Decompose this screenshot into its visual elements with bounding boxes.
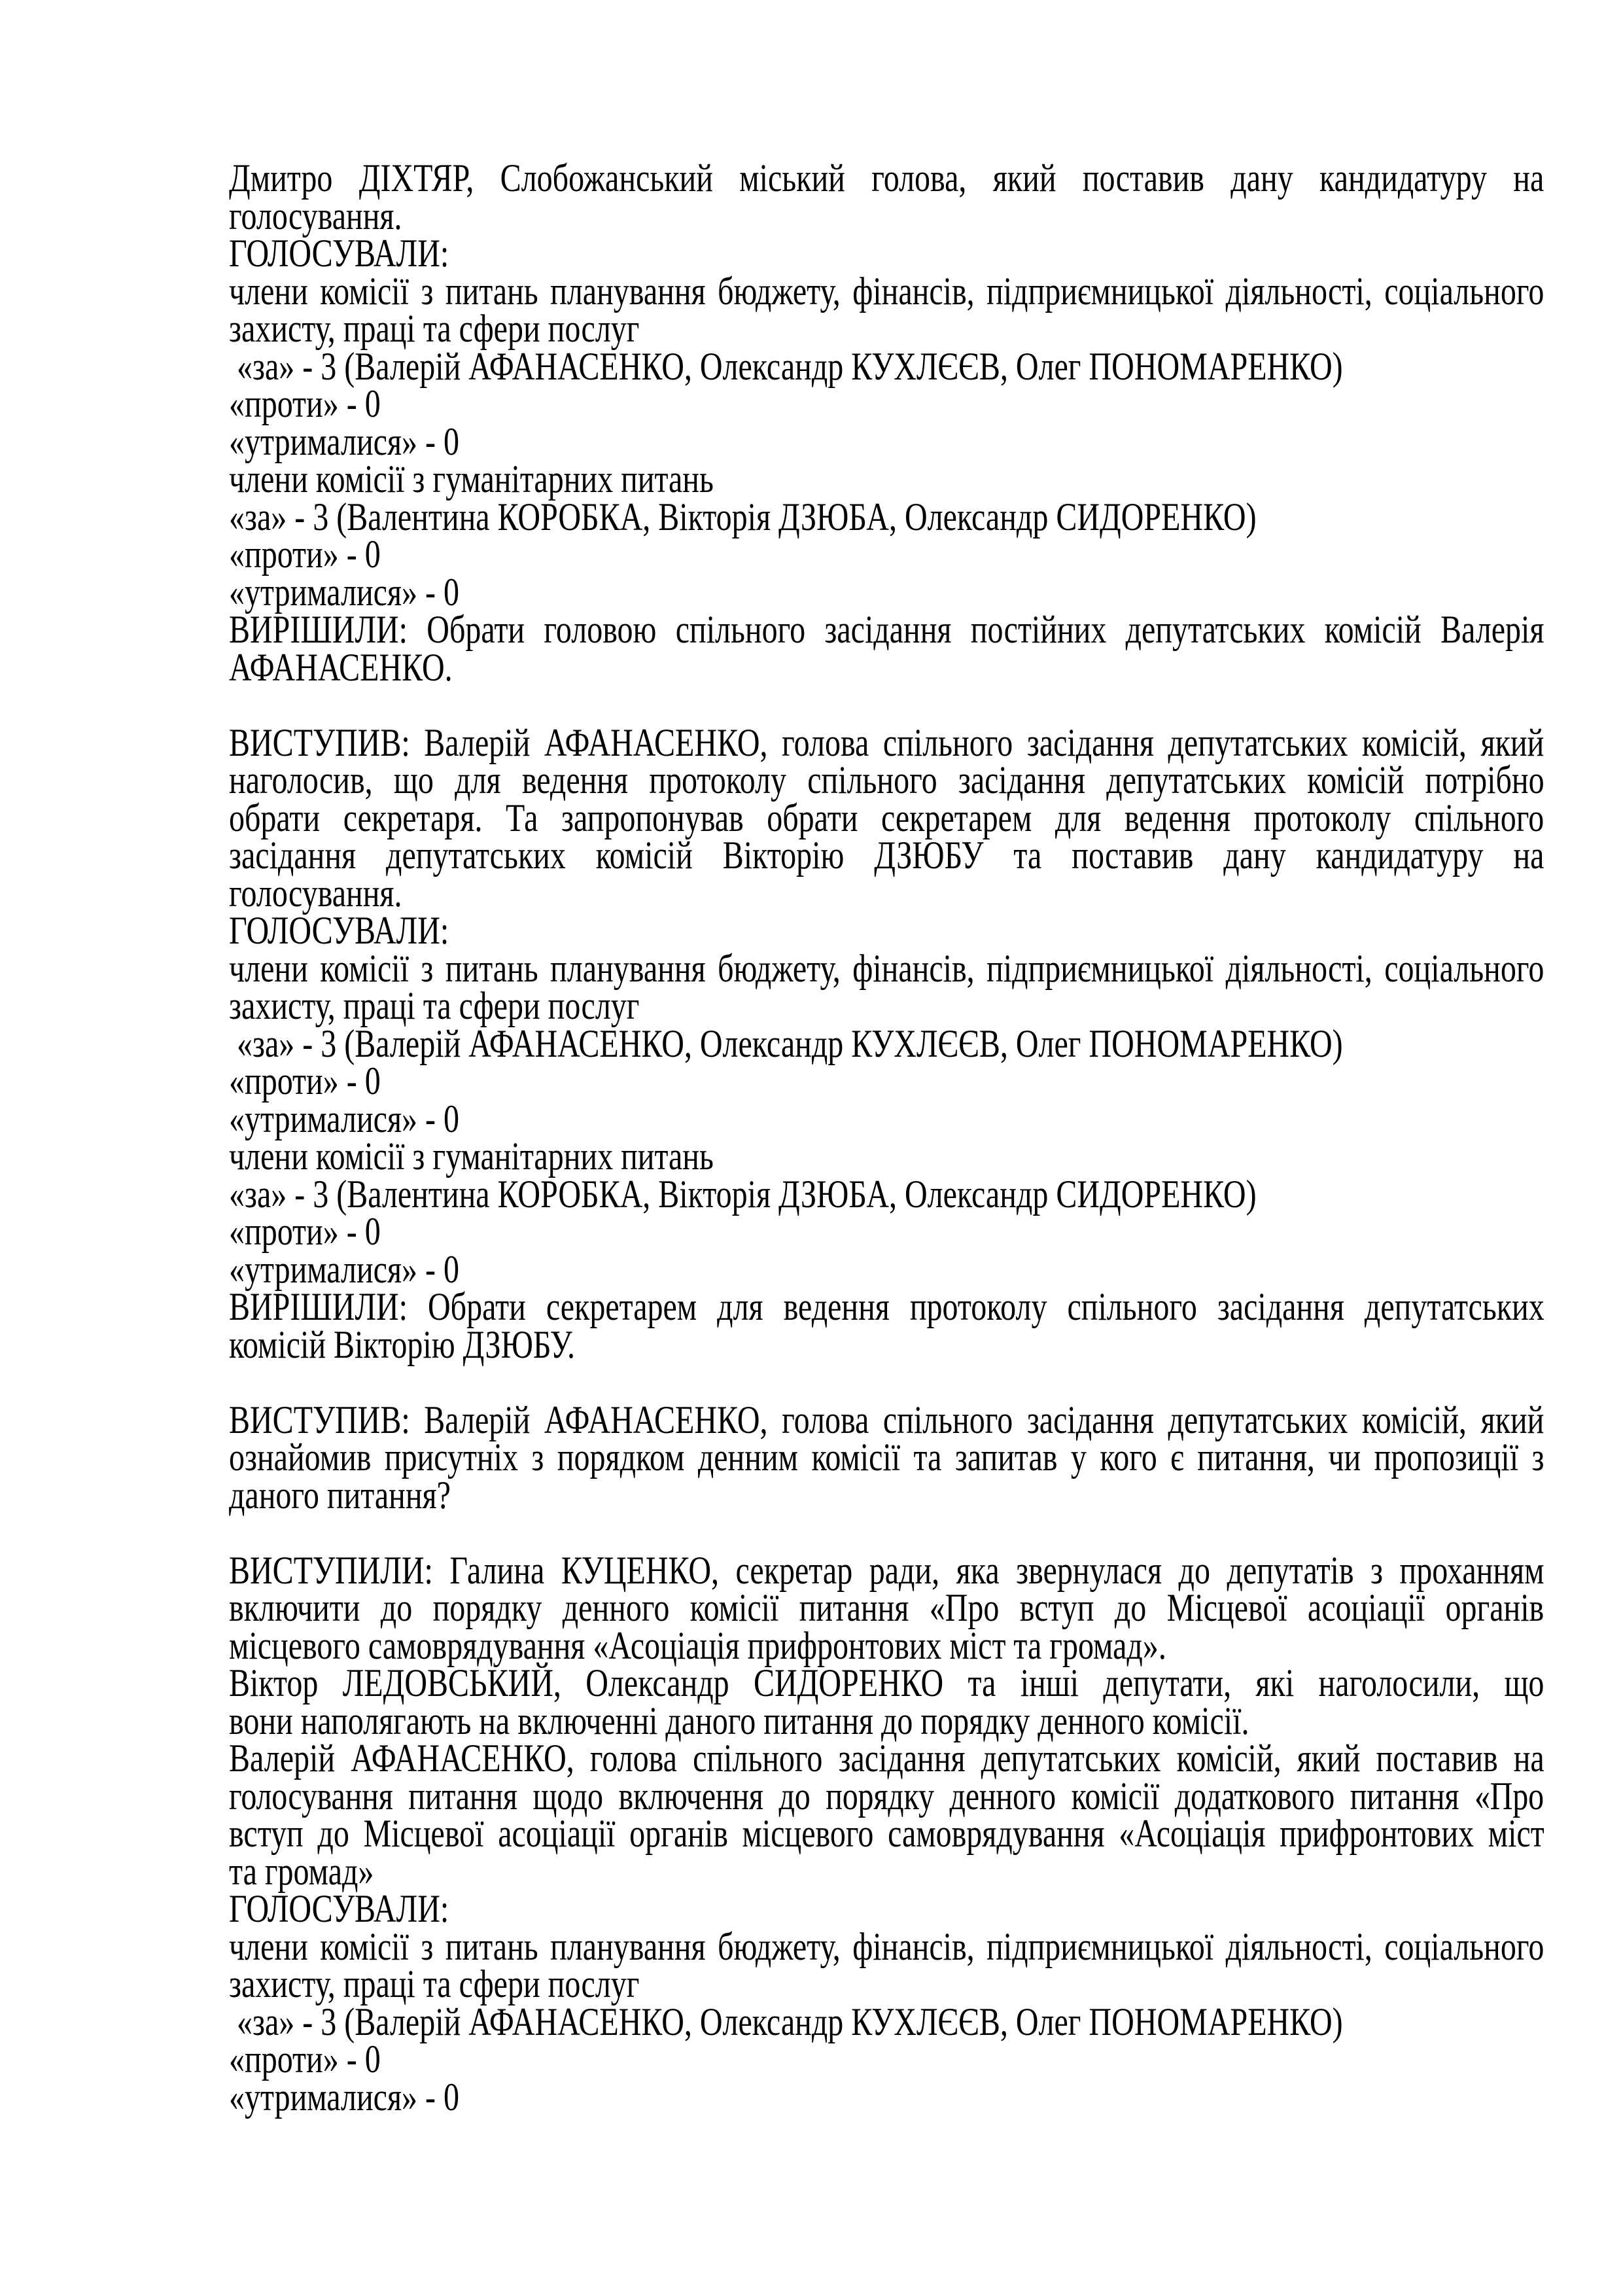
text-line: вступ до Місцевої асоціації органів місцевого самоврядування «Асоціація прифронтових міст <box>229 1812 1544 1855</box>
text-line: вони наполягають на включенні даного питання до порядку денного комісії. <box>229 1699 1249 1742</box>
blank-line <box>229 1364 1544 1402</box>
text-line: включити до порядку денного комісії питання «Про вступ до Місцевої асоціації органів <box>229 1586 1544 1629</box>
text-line: «утрималися» - 0 <box>229 570 460 614</box>
text-line: «за» - 3 (Валерій АФАНАСЕНКО, Олександр КУХЛЄЄВ, Олег ПОНОМАРЕНКО) <box>229 344 1343 388</box>
text-line: засідання депутатських комісій Вікторію ДЗЮБУ та поставив дану кандидатуру на <box>229 834 1544 877</box>
text-line: члени комісії з гуманітарних питань <box>229 1135 714 1178</box>
text-line: ознайомив присутніх з порядком денним комісії та запитав у кого є питання, чи пропозиції з <box>229 1436 1544 1479</box>
text-line: Віктор ЛЕДОВСЬКИЙ, Олександр СИДОРЕНКО та інші депутати, які наголосили, що <box>229 1661 1544 1704</box>
text-line: голосування. <box>229 194 402 238</box>
text-line: ВИРІШИЛИ: Обрати секретарем для ведення протоколу спільного засідання депутатських <box>229 1285 1544 1328</box>
text-line: Валерій АФАНАСЕНКО, голова спільного засідання депутатських комісій, який поставив на <box>229 1737 1544 1780</box>
text-line: захисту, праці та сфери послуг <box>229 984 640 1027</box>
text-line: ВИСТУПИВ: Валерій АФАНАСЕНКО, голова спільного засідання депутатських комісій, який <box>229 720 1544 764</box>
text-line: «утрималися» - 0 <box>229 419 460 463</box>
blank-line <box>229 1514 1544 1552</box>
text-line: «проти» - 0 <box>229 2038 381 2081</box>
text-line: даного питання? <box>229 1473 451 1517</box>
text-line: «за» - 3 (Валерій АФАНАСЕНКО, Олександр КУХЛЄЄВ, Олег ПОНОМАРЕНКО) <box>229 1021 1343 1065</box>
text-line: ВИСТУПИЛИ: Галина КУЦЕНКО, секретар ради, яка звернулася до депутатів з проханням <box>229 1548 1544 1592</box>
text-line: ВИСТУПИВ: Валерій АФАНАСЕНКО, голова спільного засідання депутатських комісій, який <box>229 1398 1544 1441</box>
text-line: ГОЛОСУВАЛИ: <box>229 232 449 275</box>
blank-line <box>229 686 1544 724</box>
text-line: Дмитро ДІХТЯР, Слобожанський міський голова, який поставив дану кандидатуру на <box>229 156 1544 200</box>
text-line: АФАНАСЕНКО. <box>229 645 453 689</box>
text-line: члени комісії з питань планування бюджету, фінансів, підприємницької діяльності, соціального <box>229 1924 1544 1968</box>
text-line: «за» - 3 (Валерій АФАНАСЕНКО, Олександр КУХЛЄЄВ, Олег ПОНОМАРЕНКО) <box>229 2000 1343 2043</box>
text-line: обрати секретаря. Та запропонував обрати секретарем для ведення протоколу спільного <box>229 796 1544 839</box>
text-line: члени комісії з гуманітарних питань <box>229 457 714 501</box>
text-line: «проти» - 0 <box>229 1210 381 1253</box>
text-line: «утрималися» - 0 <box>229 1097 460 1140</box>
text-line: «утрималися» - 0 <box>229 2075 460 2119</box>
text-line: члени комісії з питань планування бюджету, фінансів, підприємницької діяльності, соціального <box>229 269 1544 313</box>
text-line: та громад» <box>229 1849 374 1893</box>
text-line: «проти» - 0 <box>229 382 381 425</box>
text-line: члени комісії з питань планування бюджету, фінансів, підприємницької діяльності, соціального <box>229 946 1544 990</box>
text-line: «проти» - 0 <box>229 1059 381 1103</box>
text-line: голосування. <box>229 871 402 915</box>
text-line: «за» - 3 (Валентина КОРОБКА, Вікторія ДЗЮБА, Олександр СИДОРЕНКО) <box>229 1172 1257 1216</box>
document-text <box>229 156 1544 2119</box>
text-line: «за» - 3 (Валентина КОРОБКА, Вікторія ДЗЮБА, Олександр СИДОРЕНКО) <box>229 495 1257 539</box>
text-line: захисту, праці та сфери послуг <box>229 1962 640 2005</box>
text-line: захисту, праці та сфери послуг <box>229 307 640 350</box>
text-line: наголосив, що для ведення протоколу спільного засідання депутатських комісій потрібно <box>229 758 1544 802</box>
text-line: комісій Вікторію ДЗЮБУ. <box>229 1322 575 1366</box>
text-line: «проти» - 0 <box>229 533 381 576</box>
text-line: ГОЛОСУВАЛИ: <box>229 909 449 952</box>
text-line: ВИРІШИЛИ: Обрати головою спільного засідання постійних депутатських комісій Валерія <box>229 608 1544 651</box>
text-line: місцевого самоврядування «Асоціація прифронтових міст та громад». <box>229 1623 1166 1667</box>
text-line: голосування питання щодо включення до порядку денного комісії додаткового питання «Про <box>229 1774 1544 1818</box>
text-line: «утрималися» - 0 <box>229 1247 460 1291</box>
text-line: ГОЛОСУВАЛИ: <box>229 1887 449 1930</box>
